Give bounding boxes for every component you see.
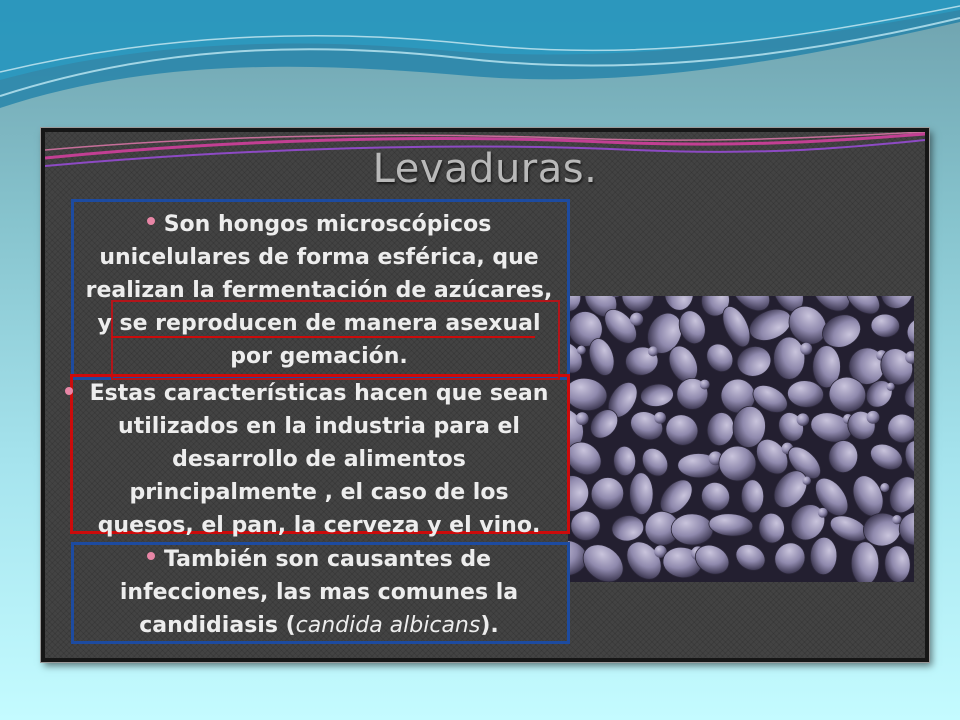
yeast-bud: [630, 313, 643, 326]
bullet-2-text: Estas características hacen que sean utilizados en la industria para el desarrollo de alimentos principalmente , el caso de los quesos, el pan, la cerveza y el vino.: [89, 381, 549, 538]
yeast-cell: [629, 472, 653, 514]
yeast-cell: [741, 479, 764, 513]
bullet-item-2: [79, 377, 559, 542]
slide-title: Levaduras.: [372, 146, 598, 192]
yeast-bud: [577, 346, 586, 355]
yeast-bud: [887, 383, 895, 391]
yeast-bud: [867, 411, 880, 424]
bullet-3-text: También son causantes de infecciones, las mas comunes la candidiasis (: [119, 547, 519, 638]
background-wave-decoration: [0, 0, 960, 130]
bullet-3-suffix: ).: [480, 613, 499, 638]
yeast-cell: [774, 337, 805, 379]
bullet-icon: [147, 552, 155, 560]
species-name: candida albicans: [295, 613, 481, 638]
yeast-bud: [802, 477, 811, 486]
yeast-cell: [671, 514, 713, 546]
yeast-micrograph-image: [568, 296, 914, 582]
slide-panel: [41, 128, 929, 662]
yeast-bud: [797, 413, 810, 426]
yeast-cell: [851, 542, 879, 582]
yeast-bud: [648, 346, 658, 356]
yeast-bud: [654, 412, 666, 424]
bullet-icon: [65, 387, 73, 395]
yeast-bud: [700, 380, 710, 390]
yeast-bud: [800, 343, 812, 355]
bullet-item-1: [79, 208, 559, 373]
bullet-1-text: Son hongos microscópicos unicelulares de forma esférica, que realizan la fermentación de azúcares, y se reproducen de manera asexual por gemación.: [85, 212, 553, 369]
bullet-icon: [147, 217, 155, 225]
bullet-item-3: [79, 543, 559, 642]
yeast-bud: [576, 412, 589, 425]
yeast-bud: [880, 483, 889, 492]
yeast-bud: [818, 508, 828, 518]
